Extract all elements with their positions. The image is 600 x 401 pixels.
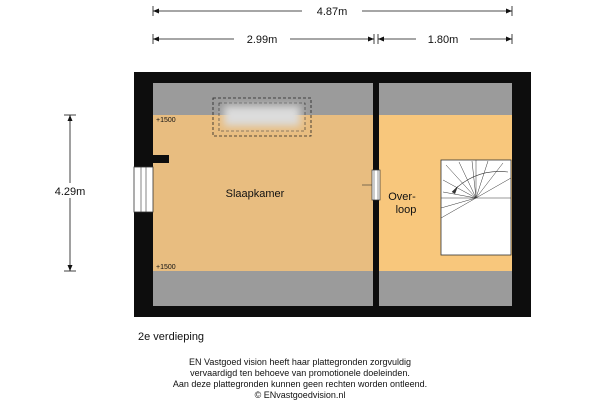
height-label: 4.29m <box>54 186 86 198</box>
bedroom-label: Slaapkamer <box>225 188 285 200</box>
dimension-right-width <box>378 31 512 46</box>
disclaimer-line-4: © ENvastgoedvision.nl <box>254 390 346 400</box>
level-marker-bottom: +1500 <box>156 264 176 271</box>
total-width-label: 4.87m <box>316 6 348 18</box>
right-width-label: 1.80m <box>427 34 459 46</box>
disclaimer-line-3: Aan deze plattegronden kunnen geen rechten worden ontleend. <box>172 379 428 389</box>
bedroom-sloped-ceiling-bottom <box>153 271 373 306</box>
floor-level-label: 2e verdieping <box>138 331 205 343</box>
staircase <box>441 160 511 255</box>
landing-label-line1: Over- <box>388 191 416 203</box>
left-wall-window <box>134 167 153 212</box>
disclaimer-line-2: vervaardigd ten behoeve van promotionele doeleinden. <box>190 368 410 378</box>
wall-stub <box>153 155 169 163</box>
left-width-label: 2.99m <box>246 34 278 46</box>
disclaimer <box>100 357 500 401</box>
dimension-height <box>44 115 96 271</box>
dimension-total-width <box>153 3 512 18</box>
landing-label-line2: loop <box>395 204 417 216</box>
landing-sloped-ceiling-bottom <box>379 271 512 306</box>
level-marker-top: +1500 <box>156 117 176 124</box>
dimension-left-width <box>153 31 374 46</box>
disclaimer-line-1: EN Vastgoed vision heeft haar plattegronden zorgvuldig <box>189 357 411 367</box>
landing-sloped-ceiling-top <box>379 83 512 115</box>
